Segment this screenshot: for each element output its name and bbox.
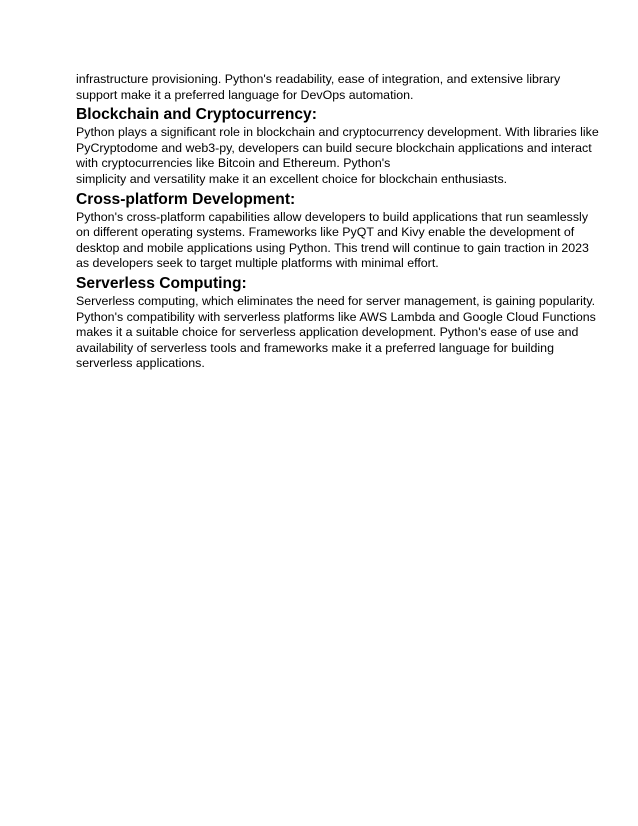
paragraph-line: Python's cross-platform capabilities allow developers to build applications that run seamlessly	[76, 209, 589, 224]
paragraph-line: makes it a suitable choice for serverless application development. Python's ease of use and	[76, 325, 579, 340]
paragraph-line: with cryptocurrencies like Bitcoin and Ethereum. Python's	[76, 156, 391, 171]
paragraph-line: serverless applications.	[76, 356, 205, 371]
paragraph-line: Python plays a significant role in blockchain and cryptocurrency development. With libraries like	[76, 125, 599, 140]
section-heading-serverless: Serverless Computing:	[76, 274, 247, 292]
paragraph-line: Serverless computing, which eliminates the need for server management, is gaining popularity.	[76, 293, 596, 308]
paragraph-line: as developers seek to target multiple platforms with minimal effort.	[76, 256, 439, 271]
section-heading-blockchain: Blockchain and Cryptocurrency:	[76, 106, 317, 124]
paragraph-line: simplicity and versatility make it an excellent choice for blockchain enthusiasts.	[76, 171, 508, 186]
intro-paragraph	[76, 72, 566, 103]
paragraph-line: infrastructure provisioning. Python's readability, ease of integration, and extensive library	[76, 72, 561, 86]
section-paragraph-cross-platform	[76, 209, 589, 272]
paragraph-line: Python's compatibility with serverless platforms like AWS Lambda and Google Cloud Functions	[76, 309, 596, 324]
document-page	[76, 72, 599, 372]
section-paragraph-blockchain	[76, 125, 599, 187]
paragraph-line: support make it a preferred language for DevOps automation.	[76, 87, 414, 102]
paragraph-line: PyCryptodome and web3-py, developers can build secure blockchain applications and interact	[76, 140, 592, 155]
paragraph-line: desktop and mobile applications using Python. This trend will continue to gain traction in 2023	[76, 240, 589, 255]
section-paragraph-serverless	[76, 293, 596, 372]
paragraph-line: on different operating systems. Frameworks like PyQT and Kivy enable the development of	[76, 225, 575, 240]
paragraph-line: availability of serverless tools and frameworks make it a preferred language for building	[76, 340, 554, 355]
section-heading-cross-platform: Cross-platform Development:	[76, 190, 296, 208]
